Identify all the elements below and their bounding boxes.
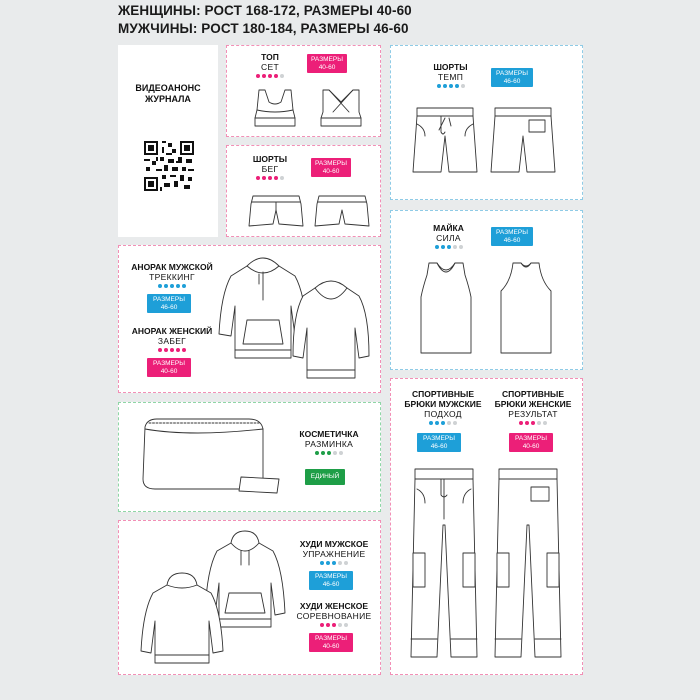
size-badge: РАЗМЕРЫ 40-60	[307, 54, 347, 73]
difficulty-dots	[421, 245, 476, 249]
difficulty-dot-empty	[333, 451, 337, 455]
shorts-run-card[interactable]	[226, 145, 381, 237]
difficulty-dot-filled	[170, 348, 174, 352]
difficulty-dot-filled	[326, 623, 330, 627]
difficulty-dot-filled	[274, 74, 278, 78]
difficulty-dot-filled	[262, 74, 266, 78]
anorak-m-label	[127, 262, 217, 288]
hoodie-w-label	[289, 601, 379, 627]
difficulty-dot-filled	[332, 623, 336, 627]
difficulty-dot-filled	[441, 421, 445, 425]
difficulty-dot-filled	[447, 245, 451, 249]
difficulty-dots	[245, 74, 295, 78]
difficulty-dot-empty	[344, 623, 348, 627]
difficulty-dot-filled	[268, 74, 272, 78]
difficulty-dot-filled	[320, 623, 324, 627]
difficulty-dot-filled	[182, 348, 186, 352]
men-sizes-heading: МУЖЧИНЫ: РОСТ 180-184, РАЗМЕРЫ 46-60	[118, 21, 409, 36]
top-subtitle: СЕТ	[261, 62, 279, 72]
difficulty-dot-empty	[344, 561, 348, 565]
cosmetic-title: КОСМЕТИЧКА	[299, 429, 359, 439]
difficulty-dots	[245, 176, 295, 180]
difficulty-dots	[127, 284, 217, 288]
pants-m-label	[399, 389, 487, 425]
shorts-temp-label	[423, 62, 478, 88]
anorak-back-sketch	[291, 280, 371, 384]
shorts-run-title: ШОРТЫ	[252, 154, 288, 164]
difficulty-dot-empty	[537, 421, 541, 425]
difficulty-dot-filled	[176, 284, 180, 288]
tank-back-sketch	[495, 261, 557, 357]
difficulty-dot-empty	[338, 561, 342, 565]
difficulty-dot-filled	[443, 84, 447, 88]
pants-m-subtitle: ПОДХОД	[424, 409, 462, 419]
difficulty-dot-empty	[453, 245, 457, 249]
cosmetic-subtitle: РАЗМИНКА	[304, 439, 354, 449]
difficulty-dot-filled	[455, 84, 459, 88]
difficulty-dot-filled	[320, 561, 324, 565]
size-badge: ЕДИНЫЙ	[305, 469, 345, 485]
shorts-run-subtitle: БЕГ	[261, 164, 279, 174]
anorak-w-title: АНОРАК ЖЕНСКИЙ	[131, 326, 213, 336]
difficulty-dot-empty	[453, 421, 457, 425]
difficulty-dot-filled	[332, 561, 336, 565]
top-label	[245, 52, 295, 78]
difficulty-dot-filled	[315, 451, 319, 455]
difficulty-dot-filled	[429, 421, 433, 425]
difficulty-dot-filled	[437, 84, 441, 88]
difficulty-dot-filled	[256, 74, 260, 78]
size-badge: РАЗМЕРЫ 40-60	[509, 433, 553, 452]
shorts-temp-front-sketch	[411, 106, 479, 176]
page-header	[118, 2, 678, 38]
difficulty-dot-filled	[519, 421, 523, 425]
size-badge: РАЗМЕРЫ 46-60	[491, 227, 533, 246]
difficulty-dot-filled	[435, 421, 439, 425]
shorts-temp-card[interactable]	[390, 45, 583, 200]
pants-w-label	[489, 389, 577, 425]
difficulty-dot-empty	[459, 245, 463, 249]
difficulty-dot-filled	[321, 451, 325, 455]
difficulty-dots	[399, 421, 487, 425]
tank-title: МАЙКА	[433, 223, 464, 233]
size-badge: РАЗМЕРЫ 40-60	[309, 633, 353, 652]
video-announce-card[interactable]	[118, 45, 218, 237]
tank-label	[421, 223, 476, 249]
anorak-m-subtitle: ТРЕККИНГ	[149, 272, 195, 282]
difficulty-dot-empty	[280, 74, 284, 78]
tank-subtitle: СИЛА	[436, 233, 461, 243]
difficulty-dot-filled	[164, 284, 168, 288]
difficulty-dot-filled	[176, 348, 180, 352]
shorts-run-back-sketch	[313, 192, 371, 230]
shorts-temp-back-sketch	[489, 106, 557, 176]
hoodie-w-subtitle: СОРЕВНОВАНИЕ	[296, 611, 372, 621]
difficulty-dot-filled	[268, 176, 272, 180]
difficulty-dot-filled	[531, 421, 535, 425]
pants-back-sketch	[491, 467, 565, 663]
hoodie-back-sketch	[139, 571, 225, 667]
difficulty-dot-filled	[525, 421, 529, 425]
difficulty-dot-filled	[326, 561, 330, 565]
size-badge: РАЗМЕРЫ 46-60	[417, 433, 461, 452]
difficulty-dots	[423, 84, 478, 88]
difficulty-dot-empty	[338, 623, 342, 627]
size-badge: РАЗМЕРЫ 46-60	[147, 294, 191, 313]
qr-code-icon[interactable]	[144, 141, 194, 191]
difficulty-dot-filled	[435, 245, 439, 249]
difficulty-dot-filled	[327, 451, 331, 455]
size-badge: РАЗМЕРЫ 40-60	[311, 158, 351, 177]
difficulty-dot-empty	[461, 84, 465, 88]
cosmetic-bag-sketch	[131, 417, 281, 499]
difficulty-dot-filled	[256, 176, 260, 180]
difficulty-dots	[289, 623, 379, 627]
pants-front-sketch	[407, 467, 481, 663]
women-sizes-heading: ЖЕНЩИНЫ: РОСТ 168-172, РАЗМЕРЫ 40-60	[118, 3, 412, 18]
difficulty-dot-filled	[158, 348, 162, 352]
top-card[interactable]	[226, 45, 381, 137]
pants-m-title-1: СПОРТИВНЫЕ	[412, 389, 474, 399]
shorts-temp-title: ШОРТЫ	[433, 62, 468, 72]
anorak-m-title: АНОРАК МУЖСКОЙ	[131, 262, 213, 272]
anorak-w-subtitle: ЗАБЕГ	[157, 336, 187, 346]
difficulty-dot-empty	[280, 176, 284, 180]
hoodie-w-title: ХУДИ ЖЕНСКОЕ	[299, 601, 369, 611]
top-back-sketch	[315, 88, 367, 128]
difficulty-dot-filled	[170, 284, 174, 288]
anorak-w-label	[127, 326, 217, 352]
anorak-card[interactable]	[118, 245, 381, 393]
pants-w-title-1: СПОРТИВНЫЕ	[502, 389, 564, 399]
hoodie-m-title: ХУДИ МУЖСКОЕ	[299, 539, 369, 549]
shorts-temp-subtitle: ТЕМП	[437, 72, 464, 82]
difficulty-dots	[127, 348, 217, 352]
video-announce-title: ВИДЕОАНОНС ЖУРНАЛА	[135, 83, 201, 104]
pants-w-title-2: БРЮКИ ЖЕНСКИЕ	[494, 399, 572, 409]
difficulty-dot-empty	[339, 451, 343, 455]
cosmetic-card[interactable]	[118, 402, 381, 512]
size-badge: РАЗМЕРЫ 40-60	[147, 358, 191, 377]
difficulty-dot-filled	[274, 176, 278, 180]
tank-front-sketch	[415, 261, 477, 357]
shorts-run-label	[245, 154, 295, 180]
difficulty-dots	[289, 561, 379, 565]
cosmetic-label	[291, 429, 367, 455]
difficulty-dots	[489, 421, 577, 425]
tank-card[interactable]	[390, 210, 583, 370]
top-title: ТОП	[261, 52, 279, 62]
difficulty-dots	[291, 451, 367, 455]
difficulty-dot-filled	[158, 284, 162, 288]
shorts-run-front-sketch	[247, 192, 305, 230]
difficulty-dot-filled	[164, 348, 168, 352]
size-badge: РАЗМЕРЫ 46-60	[491, 68, 533, 87]
pants-w-subtitle: РЕЗУЛЬТАТ	[508, 409, 558, 419]
difficulty-dot-filled	[182, 284, 186, 288]
hoodie-m-subtitle: УПРАЖНЕНИЕ	[302, 549, 366, 559]
top-front-sketch	[249, 88, 301, 128]
pants-card[interactable]	[390, 378, 583, 675]
pants-m-title-2: БРЮКИ МУЖСКИЕ	[404, 399, 482, 409]
size-badge: РАЗМЕРЫ 46-60	[309, 571, 353, 590]
hoodie-m-label	[289, 539, 379, 565]
difficulty-dot-empty	[543, 421, 547, 425]
difficulty-dot-filled	[449, 84, 453, 88]
difficulty-dot-filled	[262, 176, 266, 180]
difficulty-dot-empty	[447, 421, 451, 425]
difficulty-dot-filled	[441, 245, 445, 249]
hoodie-card[interactable]	[118, 520, 381, 675]
